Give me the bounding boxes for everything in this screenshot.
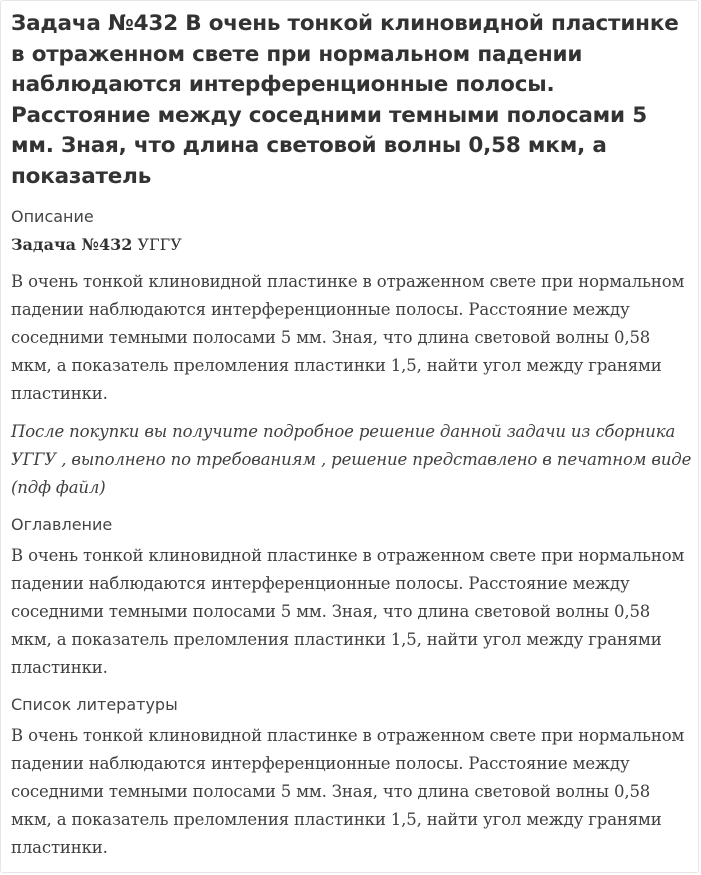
- references-label: Список литературы: [11, 695, 178, 714]
- description-label: Описание: [11, 207, 94, 226]
- task-source: УГГУ: [132, 235, 182, 254]
- page-title: Задача №432 В очень тонкой клиновидной пластинке в отраженном свете при нормальном падении наблюдаются интерференционные полосы. Расстояние между соседними темными полосами 5 мм. Зная, что длина световой волны 0,58 мкм, а показатель: [11, 11, 679, 189]
- references-text: В очень тонкой клиновидной пластинке в отраженном свете при нормальном падении наблюдаются интерференционные полосы. Расстояние между соседними темными полосами 5 мм. Зная, что длина световой волны 0,58 мкм, а показатель преломления пластинки 1,5, найти угол между гранями пластинки.: [11, 726, 685, 857]
- task-subtitle: [11, 234, 695, 256]
- toc-label: Оглавление: [11, 515, 113, 534]
- product-content: [11, 9, 695, 862]
- description-text: В очень тонкой клиновидной пластинке в отраженном свете при нормальном падении наблюдаются интерференционные полосы. Расстояние между соседними темными полосами 5 мм. Зная, что длина световой волны 0,58 мкм, а показатель преломления пластинки 1,5, найти угол между гранями пластинки.: [11, 272, 685, 403]
- purchase-note: После покупки вы получите подробное решение данной задачи из сборника УГГУ , выполнено по требованиям , решение представлено в печатном виде (пдф файл): [11, 422, 692, 497]
- task-number: Задача №432: [11, 235, 133, 254]
- toc-text: В очень тонкой клиновидной пластинке в отраженном свете при нормальном падении наблюдаются интерференционные полосы. Расстояние между соседними темными полосами 5 мм. Зная, что длина световой волны 0,58 мкм, а показатель преломления пластинки 1,5, найти угол между гранями пластинки.: [11, 546, 685, 677]
